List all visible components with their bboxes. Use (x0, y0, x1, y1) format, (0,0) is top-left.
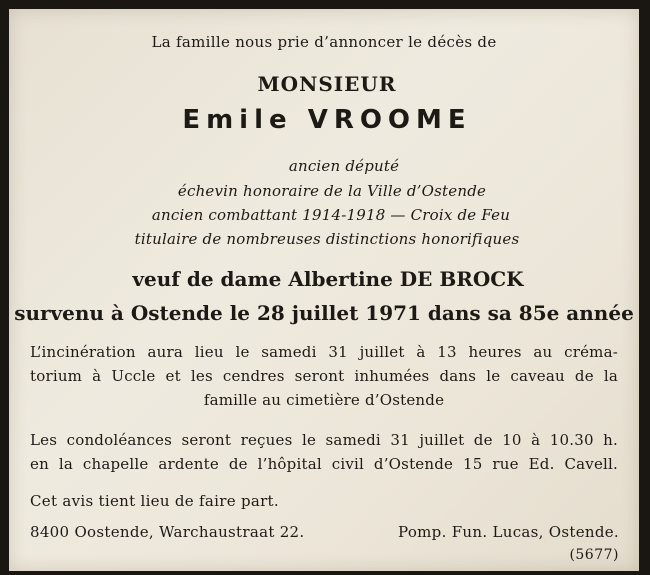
title-line: titulaire de nombreuses distinctions honorifiques (134, 230, 520, 248)
condolences-paragraph (30, 428, 618, 476)
widower-line: veuf de dame Albertine DE BROCK (132, 267, 524, 291)
honorific: MONSIEUR (257, 72, 397, 96)
family-address: 8400 Oostende, Warchaustraat 22. (30, 523, 305, 541)
condolences-line: en la chapelle ardente de l’hôpital civil d’Ostende 15 rue Ed. Cavell. (30, 455, 618, 473)
incineration-paragraph (30, 340, 618, 412)
deceased-name: Emile VROOME (182, 105, 472, 135)
death-line: survenu à Ostende le 28 juillet 1971 dans sa 85e année (14, 301, 634, 325)
incineration-line: L’incinération aura lieu le samedi 31 juillet à 13 heures au créma- (30, 343, 618, 361)
condolences-line: Les condoléances seront reçues le samedi 31 juillet de 10 à 10.30 h. (30, 431, 618, 449)
incineration-line: torium à Uccle et les cendres seront inhumées dans le caveau de la (30, 367, 618, 385)
title-line: ancien combattant 1914-1918 — Croix de Feu (151, 206, 511, 224)
intro-text: La famille nous prie d’annoncer le décès de (151, 33, 497, 51)
notice-line: Cet avis tient lieu de faire part. (30, 492, 279, 510)
death-notice-card (9, 9, 639, 571)
reference-number: (5677) (569, 547, 619, 563)
incineration-line: famille au cimetière d’Ostende (203, 391, 445, 409)
title-line: ancien député (288, 157, 400, 175)
funeral-home: Pomp. Fun. Lucas, Ostende. (398, 523, 619, 541)
title-line: échevin honoraire de la Ville d’Ostende (177, 182, 487, 200)
